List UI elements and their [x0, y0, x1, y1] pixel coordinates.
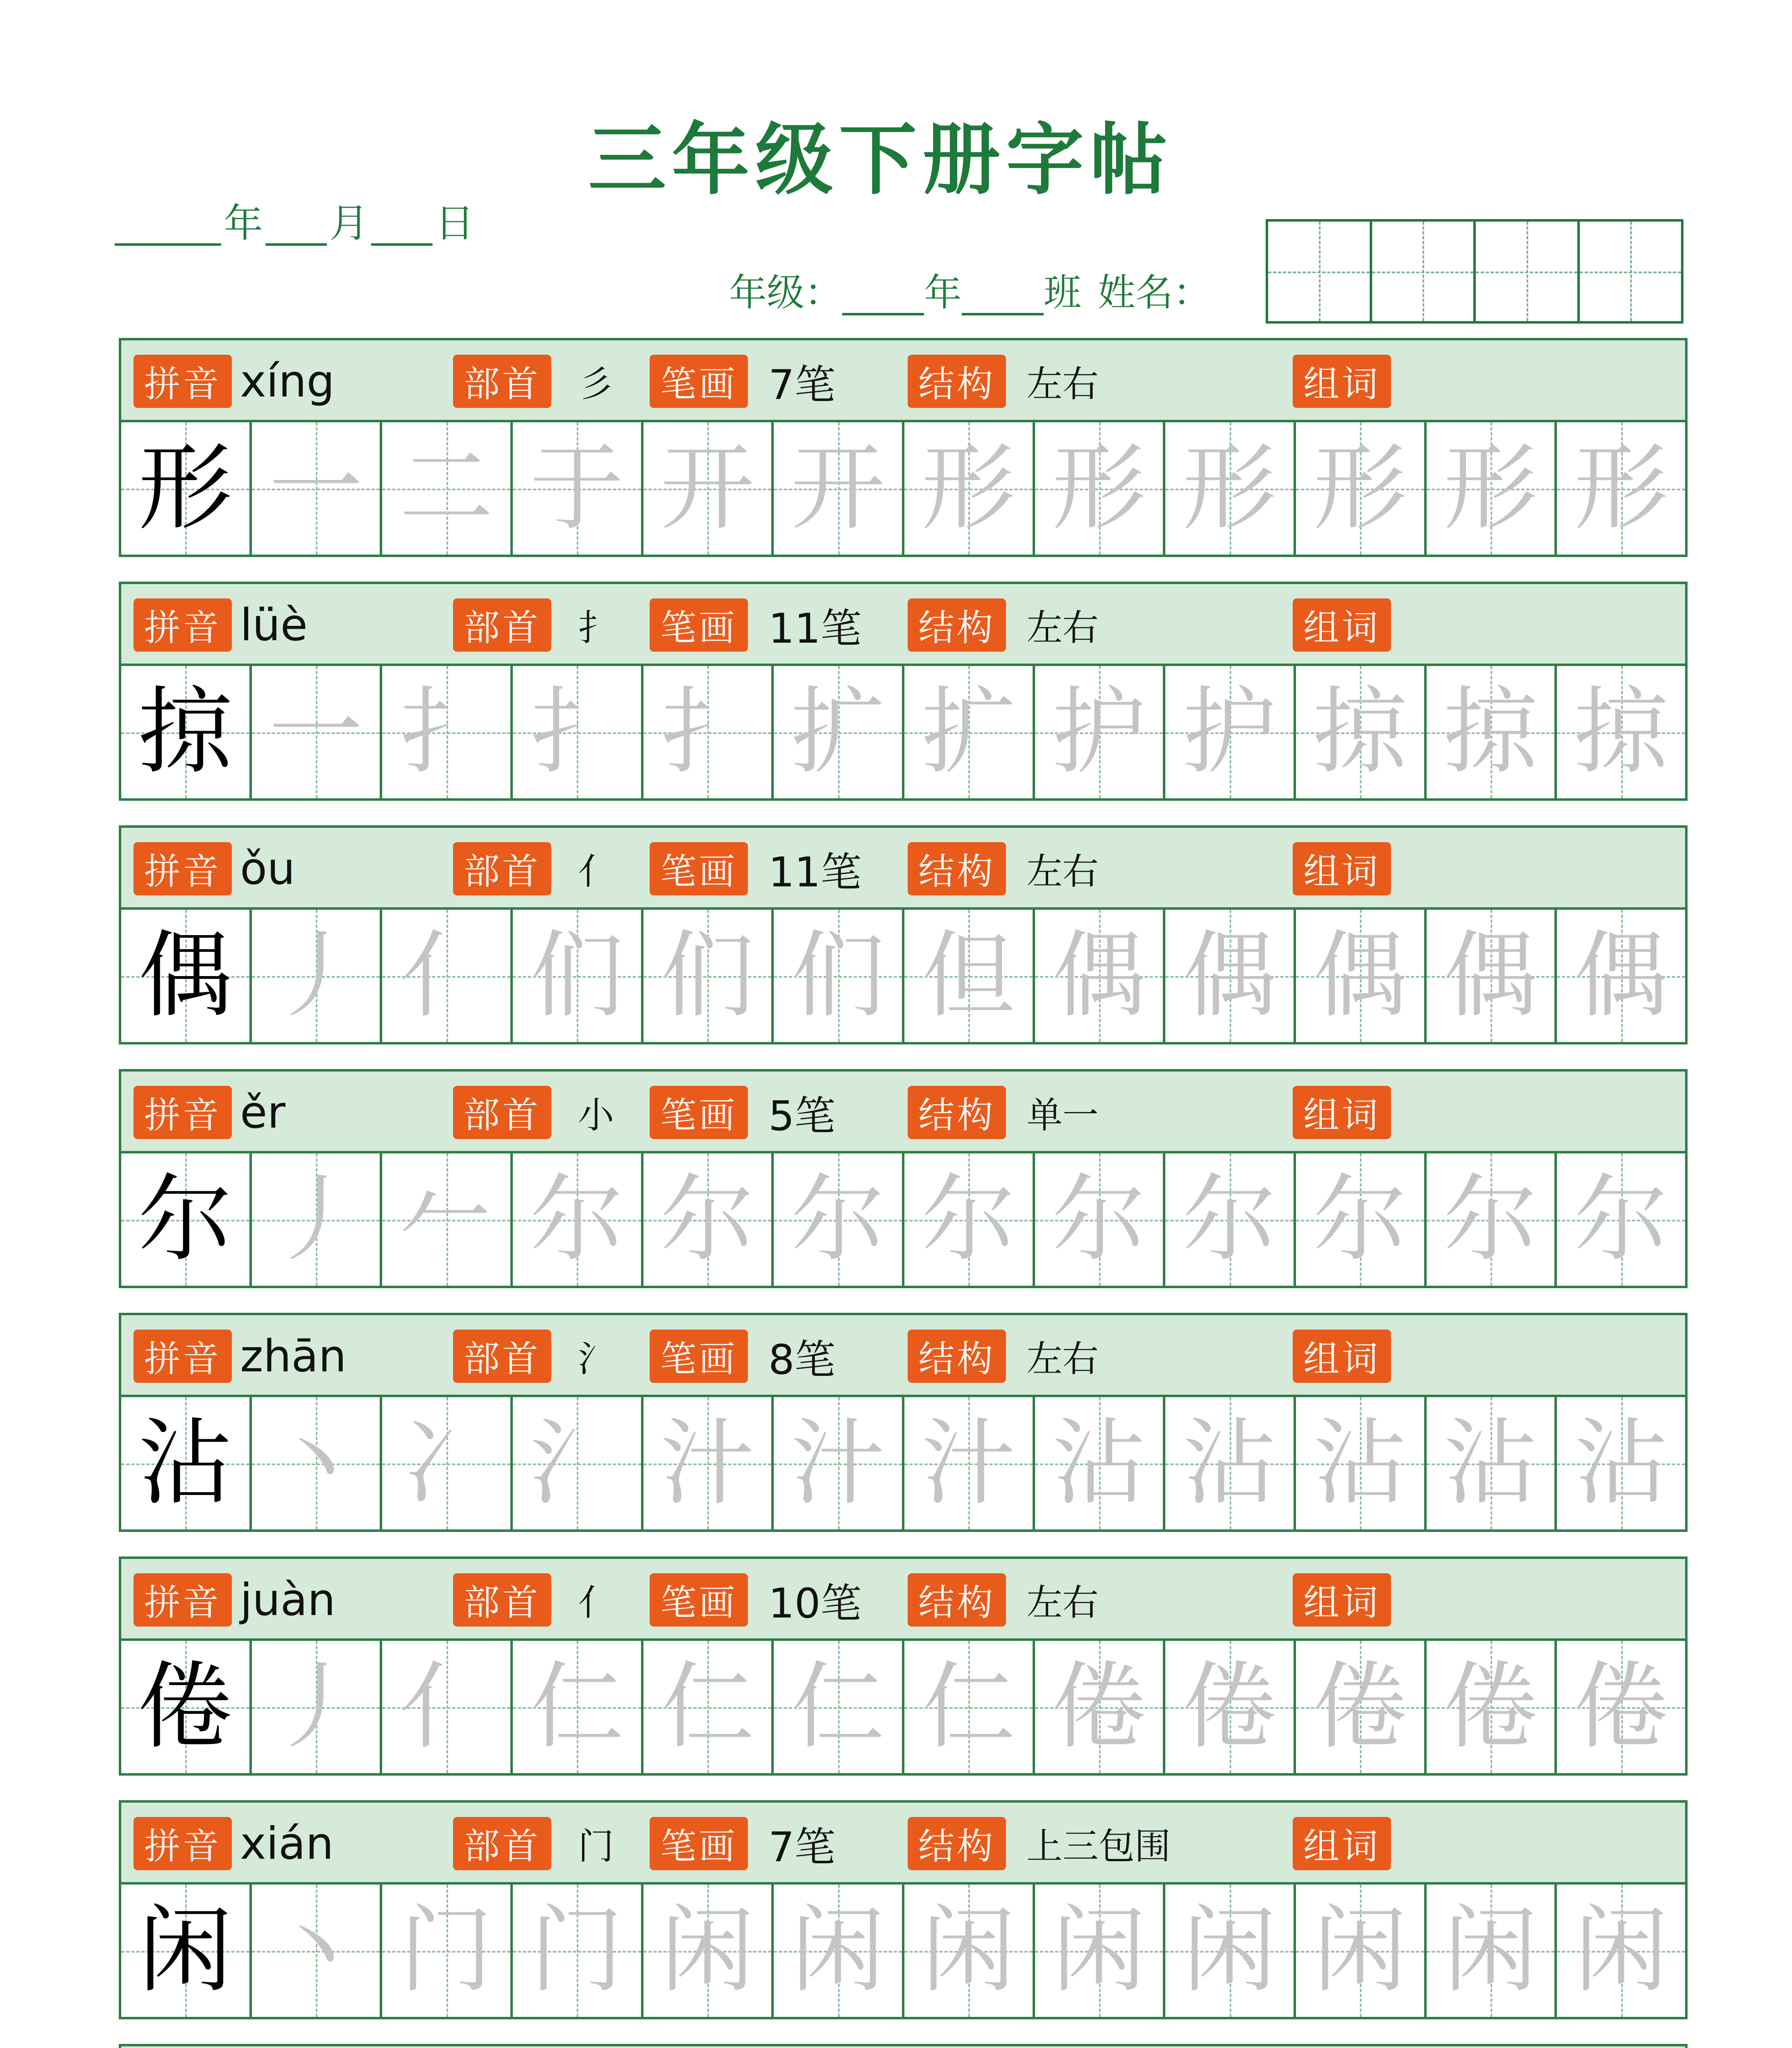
trace-char: 偶 — [1443, 921, 1538, 1031]
trace-cell[interactable] — [774, 1885, 904, 2017]
trace-char: 沾 — [1574, 1408, 1668, 1518]
pinyin-value: zhān — [240, 1330, 347, 1382]
model-char-cell — [121, 1153, 252, 1286]
trace-cell[interactable] — [1165, 666, 1296, 798]
trace-char: 扌 — [530, 677, 624, 787]
model-char: 形 — [138, 433, 233, 543]
trace-cell[interactable] — [1557, 910, 1685, 1042]
structure-value: 左右 — [1026, 363, 1099, 405]
trace-cell[interactable] — [382, 910, 513, 1042]
trace-char: 闲 — [1052, 1896, 1146, 2005]
structure-badge: 结构 — [908, 1573, 1006, 1627]
strokes-value: 5笔 — [768, 1092, 836, 1140]
trace-char: 尔 — [791, 1164, 885, 1274]
tian-grid — [121, 1885, 1685, 2017]
trace-cell[interactable] — [513, 666, 643, 798]
trace-cell[interactable] — [904, 910, 1035, 1042]
strokes-value: 11笔 — [768, 605, 862, 652]
trace-char: 护 — [1182, 677, 1277, 787]
structure-badge: 结构 — [908, 1086, 1006, 1139]
trace-char: 尔 — [1052, 1164, 1146, 1274]
trace-char: 门 — [530, 1896, 624, 2005]
pinyin-badge: 拼音 — [134, 355, 232, 408]
name-cell[interactable] — [1476, 222, 1580, 321]
trace-char: 闲 — [1313, 1896, 1407, 2005]
trace-char: 形 — [1182, 433, 1277, 543]
trace-cell[interactable] — [1165, 910, 1296, 1042]
trace-char: 闲 — [1443, 1896, 1538, 2005]
row-info-band — [121, 1315, 1685, 1397]
practice-row — [119, 1556, 1688, 1776]
radical-value: 小 — [578, 1094, 614, 1136]
trace-cell[interactable] — [1035, 422, 1166, 555]
row-info-band — [121, 1803, 1685, 1885]
structure-value: 左右 — [1026, 1338, 1099, 1380]
trace-char: 二 — [399, 433, 494, 543]
trace-cell[interactable] — [252, 1641, 383, 1773]
trace-cell[interactable] — [1427, 1885, 1557, 2017]
trace-char: 丶 — [269, 1896, 363, 2005]
trace-char: 丿 — [269, 921, 363, 1031]
trace-char: 尔 — [1443, 1164, 1538, 1274]
trace-char: 形 — [921, 433, 1016, 543]
student-info-line — [729, 270, 1211, 315]
strokes-badge: 笔画 — [650, 598, 748, 652]
radical-badge: 部首 — [453, 355, 551, 408]
trace-char: 氵 — [530, 1408, 624, 1518]
trace-char: 掠 — [1574, 677, 1668, 787]
tian-grid — [121, 1397, 1685, 1529]
trace-cell[interactable] — [1035, 1885, 1166, 2017]
radical-value: 扌 — [578, 607, 614, 649]
words-badge: 组词 — [1293, 598, 1391, 652]
radical-badge: 部首 — [453, 842, 551, 895]
trace-cell[interactable] — [643, 666, 774, 798]
trace-char: 汁 — [791, 1408, 885, 1518]
trace-char: 一 — [269, 433, 363, 543]
trace-char: 汁 — [660, 1408, 755, 1518]
trace-cell[interactable] — [643, 1153, 774, 1286]
trace-char: 沾 — [1182, 1408, 1277, 1518]
radical-badge: 部首 — [453, 1330, 551, 1383]
radical-badge: 部首 — [453, 1573, 551, 1627]
trace-char: 闲 — [1182, 1896, 1277, 2005]
practice-row — [119, 1313, 1688, 1532]
radical-badge: 部首 — [453, 1086, 551, 1139]
model-char: 尔 — [138, 1164, 233, 1274]
trace-cell[interactable] — [643, 1885, 774, 2017]
trace-char: 们 — [791, 921, 885, 1031]
model-char-cell — [121, 1641, 252, 1773]
tian-grid — [121, 910, 1685, 1042]
trace-cell[interactable] — [1296, 422, 1427, 555]
trace-char: 偶 — [1052, 921, 1146, 1031]
words-badge: 组词 — [1293, 1086, 1391, 1139]
pinyin-badge: 拼音 — [134, 1573, 232, 1627]
structure-value: 左右 — [1026, 850, 1099, 893]
words-badge: 组词 — [1293, 842, 1391, 895]
practice-row — [119, 825, 1688, 1044]
trace-cell[interactable] — [1296, 1641, 1427, 1773]
date-month-label: 月 — [329, 200, 369, 246]
trace-cell[interactable] — [1427, 910, 1557, 1042]
trace-cell[interactable] — [1427, 1397, 1557, 1529]
trace-cell[interactable] — [382, 1397, 513, 1529]
trace-char: 但 — [921, 921, 1016, 1031]
name-cell[interactable] — [1372, 222, 1476, 321]
trace-cell[interactable] — [774, 1153, 904, 1286]
structure-badge: 结构 — [908, 1817, 1006, 1870]
strokes-badge: 笔画 — [650, 1330, 748, 1383]
structure-badge: 结构 — [908, 355, 1006, 408]
trace-char: 闲 — [921, 1896, 1016, 2005]
trace-char: 倦 — [1182, 1652, 1277, 1762]
trace-char: 倦 — [1052, 1652, 1146, 1762]
model-char: 沾 — [138, 1408, 233, 1518]
trace-cell[interactable] — [252, 422, 383, 555]
class-blank[interactable] — [962, 274, 1044, 315]
trace-char: 仁 — [530, 1652, 624, 1762]
structure-value: 上三包围 — [1026, 1825, 1171, 1867]
pinyin-badge: 拼音 — [134, 842, 232, 895]
date-day-label: 日 — [435, 200, 474, 246]
trace-char: 沾 — [1052, 1408, 1146, 1518]
pinyin-badge: 拼音 — [134, 1086, 232, 1139]
trace-cell[interactable] — [1165, 1153, 1296, 1286]
trace-cell[interactable] — [1165, 422, 1296, 555]
trace-cell[interactable] — [513, 1397, 643, 1529]
date-year-label: 年 — [224, 200, 263, 246]
model-char-cell — [121, 666, 252, 798]
trace-char: 汁 — [921, 1408, 1016, 1518]
trace-cell[interactable] — [1035, 1153, 1166, 1286]
structure-badge: 结构 — [908, 1330, 1006, 1383]
trace-cell[interactable] — [643, 1397, 774, 1529]
trace-cell[interactable] — [1165, 1641, 1296, 1773]
trace-char: 尔 — [921, 1164, 1016, 1274]
pinyin-value: xián — [240, 1818, 334, 1869]
trace-cell[interactable] — [904, 1885, 1035, 2017]
row-info-band — [121, 340, 1685, 422]
trace-cell[interactable] — [382, 1885, 513, 2017]
trace-char: 闲 — [1574, 1896, 1668, 2005]
trace-char: 扌 — [399, 677, 494, 787]
trace-cell[interactable] — [774, 422, 904, 555]
strokes-value: 11笔 — [768, 848, 862, 896]
trace-cell[interactable] — [774, 666, 904, 798]
tian-grid — [121, 666, 1685, 798]
radical-badge: 部首 — [453, 598, 551, 652]
row-info-band — [121, 828, 1685, 910]
trace-char: 尔 — [1313, 1164, 1407, 1274]
pinyin-value: lüè — [240, 599, 308, 651]
date-line — [115, 201, 477, 246]
tian-grid — [121, 422, 1685, 555]
trace-char: 仁 — [660, 1652, 755, 1762]
strokes-value: 8笔 — [768, 1336, 836, 1384]
strokes-badge: 笔画 — [650, 1086, 748, 1139]
radical-value: 亻 — [578, 850, 614, 893]
trace-char: 形 — [1313, 433, 1407, 543]
row-info-band — [121, 584, 1685, 666]
trace-cell[interactable] — [774, 1641, 904, 1773]
structure-badge: 结构 — [908, 598, 1006, 652]
strokes-badge: 笔画 — [650, 1817, 748, 1870]
trace-char: 亻 — [399, 1652, 494, 1762]
model-char-cell — [121, 910, 252, 1042]
trace-cell[interactable] — [513, 1885, 643, 2017]
trace-cell[interactable] — [1557, 1397, 1685, 1529]
trace-char: 扩 — [921, 677, 1016, 787]
grade-label: 年级： — [729, 271, 843, 315]
words-badge: 组词 — [1293, 355, 1391, 408]
structure-value: 左右 — [1026, 1581, 1099, 1624]
trace-char: 形 — [1052, 433, 1146, 543]
strokes-value: 7笔 — [768, 361, 836, 409]
trace-cell[interactable] — [252, 910, 383, 1042]
trace-char: 丿 — [269, 1652, 363, 1762]
name-cell[interactable] — [1268, 222, 1372, 321]
trace-char: 们 — [530, 921, 624, 1031]
trace-char: 闲 — [660, 1896, 755, 2005]
name-label: 姓名： — [1098, 271, 1211, 315]
trace-char: 形 — [1443, 433, 1538, 543]
strokes-badge: 笔画 — [650, 355, 748, 408]
trace-cell[interactable] — [904, 666, 1035, 798]
trace-cell[interactable] — [1296, 910, 1427, 1042]
row-info-band — [121, 1072, 1685, 1153]
practice-row — [119, 338, 1688, 557]
radical-value: 彡 — [578, 363, 614, 405]
trace-char: 尔 — [530, 1164, 624, 1274]
trace-char: 偶 — [1574, 921, 1668, 1031]
trace-cell[interactable] — [1557, 1885, 1685, 2017]
trace-cell[interactable] — [252, 666, 383, 798]
row-info-band — [121, 2046, 1685, 2048]
trace-char: 𠂉 — [399, 1164, 494, 1274]
trace-char: 扩 — [791, 677, 885, 787]
model-char: 掠 — [138, 677, 233, 787]
trace-cell[interactable] — [904, 422, 1035, 555]
pinyin-badge: 拼音 — [134, 1330, 232, 1383]
grade-class-label: 班 — [1044, 271, 1082, 315]
trace-char: 亻 — [399, 921, 494, 1031]
trace-char: 丿 — [269, 1164, 363, 1274]
trace-cell[interactable] — [1427, 666, 1557, 798]
trace-char: 形 — [1574, 433, 1668, 543]
trace-cell[interactable] — [1165, 1885, 1296, 2017]
trace-cell[interactable] — [1035, 666, 1166, 798]
trace-cell[interactable] — [1427, 422, 1557, 555]
trace-char: 冫 — [399, 1408, 494, 1518]
trace-cell[interactable] — [1557, 1641, 1685, 1773]
trace-cell[interactable] — [774, 910, 904, 1042]
pinyin-badge: 拼音 — [134, 598, 232, 652]
name-cell[interactable] — [1580, 222, 1681, 321]
trace-char: 开 — [791, 433, 885, 543]
model-char: 闲 — [138, 1896, 233, 2005]
trace-cell[interactable] — [904, 1641, 1035, 1773]
trace-cell[interactable] — [643, 422, 774, 555]
trace-cell[interactable] — [382, 1153, 513, 1286]
model-char: 倦 — [138, 1652, 233, 1762]
trace-cell[interactable] — [513, 422, 643, 555]
strokes-value: 7笔 — [768, 1823, 836, 1871]
trace-cell[interactable] — [1035, 910, 1166, 1042]
trace-char: 倦 — [1574, 1652, 1668, 1762]
trace-cell[interactable] — [513, 1153, 643, 1286]
radical-value: 氵 — [578, 1338, 614, 1380]
trace-cell[interactable] — [382, 1641, 513, 1773]
model-char-cell — [121, 1397, 252, 1529]
trace-cell[interactable] — [252, 1397, 383, 1529]
trace-char: 沾 — [1313, 1408, 1407, 1518]
trace-char: 掠 — [1313, 677, 1407, 787]
words-badge: 组词 — [1293, 1573, 1391, 1627]
model-char: 偶 — [138, 921, 233, 1031]
trace-cell[interactable] — [513, 1641, 643, 1773]
trace-char: 开 — [660, 433, 755, 543]
trace-cell[interactable] — [1427, 1641, 1557, 1773]
grade-blank[interactable] — [842, 274, 924, 315]
day-blank[interactable] — [371, 202, 433, 246]
pinyin-value: juàn — [240, 1574, 336, 1626]
trace-cell[interactable] — [904, 1153, 1035, 1286]
trace-cell[interactable] — [252, 1153, 383, 1286]
trace-cell[interactable] — [1296, 1153, 1427, 1286]
trace-cell[interactable] — [1557, 666, 1685, 798]
trace-cell[interactable] — [774, 1397, 904, 1529]
trace-cell[interactable] — [643, 910, 774, 1042]
strokes-badge: 笔画 — [650, 1573, 748, 1627]
trace-char: 沾 — [1443, 1408, 1538, 1518]
radical-value: 门 — [578, 1825, 614, 1867]
trace-char: 尔 — [1574, 1164, 1668, 1274]
words-badge: 组词 — [1293, 1817, 1391, 1870]
structure-value: 单一 — [1026, 1094, 1099, 1136]
words-badge: 组词 — [1293, 1330, 1391, 1383]
practice-row — [119, 2044, 1688, 2048]
page-title: 三年级下册字帖 — [588, 114, 1173, 205]
trace-cell[interactable] — [252, 1885, 383, 2017]
name-grid[interactable] — [1266, 219, 1683, 324]
practice-row — [119, 582, 1688, 801]
trace-cell[interactable] — [1296, 1397, 1427, 1529]
radical-badge: 部首 — [453, 1817, 551, 1870]
trace-char: 掠 — [1443, 677, 1538, 787]
structure-badge: 结构 — [908, 842, 1006, 895]
trace-char: 闲 — [791, 1896, 885, 2005]
practice-row — [119, 1800, 1688, 2019]
pinyin-value: xíng — [240, 356, 335, 407]
row-info-band — [121, 1559, 1685, 1641]
trace-cell[interactable] — [382, 422, 513, 555]
practice-row — [119, 1069, 1688, 1288]
tian-grid — [121, 1641, 1685, 1773]
trace-cell[interactable] — [382, 666, 513, 798]
trace-char: 倦 — [1443, 1652, 1538, 1762]
strokes-badge: 笔画 — [650, 842, 748, 895]
grade-year-label: 年 — [924, 271, 962, 315]
trace-char: 护 — [1052, 677, 1146, 787]
trace-char: 倦 — [1313, 1652, 1407, 1762]
trace-char: 仁 — [791, 1652, 885, 1762]
model-char-cell — [121, 1885, 252, 2017]
trace-char: 仁 — [921, 1652, 1016, 1762]
trace-char: 一 — [269, 677, 363, 787]
pinyin-value: ǒu — [240, 843, 295, 895]
trace-char: 扌 — [660, 677, 755, 787]
pinyin-badge: 拼音 — [134, 1817, 232, 1870]
trace-cell[interactable] — [643, 1641, 774, 1773]
structure-value: 左右 — [1026, 607, 1099, 649]
trace-char: 丶 — [269, 1408, 363, 1518]
trace-cell[interactable] — [513, 910, 643, 1042]
radical-value: 亻 — [578, 1581, 614, 1624]
trace-char: 偶 — [1313, 921, 1407, 1031]
trace-cell[interactable] — [904, 1397, 1035, 1529]
model-char-cell — [121, 422, 252, 555]
trace-cell[interactable] — [1427, 1153, 1557, 1286]
trace-char: 于 — [530, 433, 624, 543]
month-blank[interactable] — [265, 202, 327, 246]
tian-grid — [121, 1153, 1685, 1286]
trace-char: 门 — [399, 1896, 494, 2005]
trace-char: 偶 — [1182, 921, 1277, 1031]
trace-char: 们 — [660, 921, 755, 1031]
strokes-value: 10笔 — [768, 1579, 862, 1627]
trace-cell[interactable] — [1296, 1885, 1427, 2017]
trace-char: 尔 — [1182, 1164, 1277, 1274]
trace-cell[interactable] — [1035, 1641, 1166, 1773]
pinyin-value: ěr — [240, 1087, 285, 1138]
trace-cell[interactable] — [1296, 666, 1427, 798]
trace-cell[interactable] — [1165, 1397, 1296, 1529]
trace-cell[interactable] — [1557, 1153, 1685, 1286]
trace-cell[interactable] — [1557, 422, 1685, 555]
year-blank[interactable] — [115, 202, 221, 246]
trace-cell[interactable] — [1035, 1397, 1166, 1529]
trace-char: 尔 — [660, 1164, 755, 1274]
